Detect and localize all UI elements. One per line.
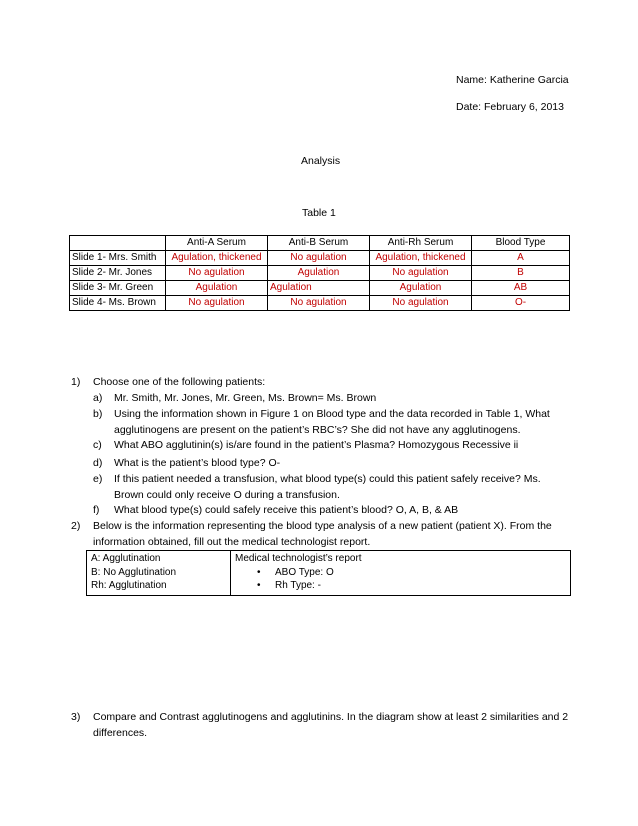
sub-question-text: What ABO agglutinin(s) is/are found in the patient’s Plasma? Homozygous Recessive ii	[114, 439, 519, 451]
table-cell: Slide 2- Mr. Jones	[70, 266, 166, 281]
sub-question-f	[93, 503, 553, 519]
result-line: A: Agglutination	[91, 553, 161, 564]
sub-question-number: c)	[93, 439, 102, 451]
report-bullet-text: ABO Type: O	[275, 566, 334, 578]
table-cell: O-	[472, 296, 570, 311]
agglutination-results	[87, 551, 231, 596]
report-bullet	[235, 579, 566, 593]
sub-question-e	[93, 472, 553, 504]
sub-question-b	[93, 407, 553, 439]
table-cell: Agulation	[370, 281, 472, 296]
table-row	[70, 266, 570, 281]
report-title: Medical technologist’s report	[235, 553, 362, 564]
table-cell: No agulation	[268, 296, 370, 311]
table-cell: AB	[472, 281, 570, 296]
question-1	[71, 375, 571, 391]
question-number: 1)	[71, 376, 81, 388]
table-header-cell	[70, 236, 166, 251]
bullet-symbol: •	[257, 566, 261, 578]
sub-question-text: What is the patient’s blood type? O-	[114, 457, 281, 469]
sub-question-text: If this patient needed a transfusion, what blood type(s) could this patient safely receive? Ms. Brown could only receive O during a transfusion.	[114, 473, 541, 501]
sub-question-number: d)	[93, 457, 103, 469]
sub-question-d	[93, 456, 553, 472]
table-cell: Slide 4- Ms. Brown	[70, 296, 166, 311]
table-cell: Agulation	[166, 281, 268, 296]
table-cell: Agulation	[268, 266, 370, 281]
report-bullet-text: Rh Type: -	[275, 580, 321, 591]
result-line: B: No Agglutination	[91, 566, 177, 578]
table-cell: B	[472, 266, 570, 281]
table-cell: No agulation	[370, 266, 472, 281]
table-cell: Slide 3- Mr. Green	[70, 281, 166, 296]
sub-question-number: f)	[93, 504, 100, 516]
sub-question-text: Mr. Smith, Mr. Jones, Mr. Green, Ms. Brown= Ms. Brown	[114, 392, 377, 404]
question-number: 2)	[71, 520, 81, 532]
question-number: 3)	[71, 711, 81, 723]
report-bullet	[235, 566, 566, 580]
table-header-cell: Anti-A Serum	[166, 236, 268, 251]
technologist-report	[231, 551, 571, 596]
table-row	[70, 251, 570, 266]
table-header-row	[70, 236, 570, 251]
table-header-cell: Anti-Rh Serum	[370, 236, 472, 251]
sub-question-number: b)	[93, 408, 103, 420]
table-cell: No agulation	[370, 296, 472, 311]
sub-question-a	[93, 391, 553, 407]
question-text: Choose one of the following patients:	[93, 376, 266, 388]
sub-question-number: e)	[93, 473, 103, 485]
table-header-cell: Blood Type	[472, 236, 570, 251]
result-line: Rh: Agglutination	[91, 580, 167, 591]
table-cell: No agulation	[166, 296, 268, 311]
document-date: Date: February 6, 2013	[456, 101, 564, 113]
question-2	[71, 519, 571, 551]
table-cell: Slide 1- Mrs. Smith	[70, 251, 166, 266]
bullet-symbol: •	[257, 580, 261, 591]
table-cell: Agulation, thickened	[370, 251, 472, 266]
medical-report-box	[86, 550, 571, 596]
table-cell: A	[472, 251, 570, 266]
table-cell: No agulation	[268, 251, 370, 266]
table-cell: Agulation	[268, 281, 370, 296]
sub-question-text: What blood type(s) could safely receive this patient’s blood? O, A, B, & AB	[114, 504, 459, 516]
question-3	[71, 710, 571, 742]
sub-question-c	[93, 438, 553, 454]
table-header-cell: Anti-B Serum	[268, 236, 370, 251]
author-name: Name: Katherine Garcia	[456, 74, 569, 86]
sub-question-text: Using the information shown in Figure 1 on Blood type and the data recorded in Table 1, What agglutinogens are present on the patient’s RBC’s? She did not have any agglutinogens.	[114, 408, 550, 436]
table-cell: No agulation	[166, 266, 268, 281]
blood-type-table	[69, 235, 570, 311]
table-row	[70, 281, 570, 296]
question-text: Below is the information representing the blood type analysis of a new patient (patient X). From the information obtained, fill out the medical technologist report.	[93, 520, 552, 548]
sub-question-number: a)	[93, 392, 103, 404]
table-title: Table 1	[302, 207, 336, 219]
question-text: Compare and Contrast agglutinogens and agglutinins. In the diagram show at least 2 similarities and 2 differences.	[93, 711, 569, 739]
table-cell: Agulation, thickened	[166, 251, 268, 266]
table-row	[70, 296, 570, 311]
page-title: Analysis	[301, 155, 341, 167]
